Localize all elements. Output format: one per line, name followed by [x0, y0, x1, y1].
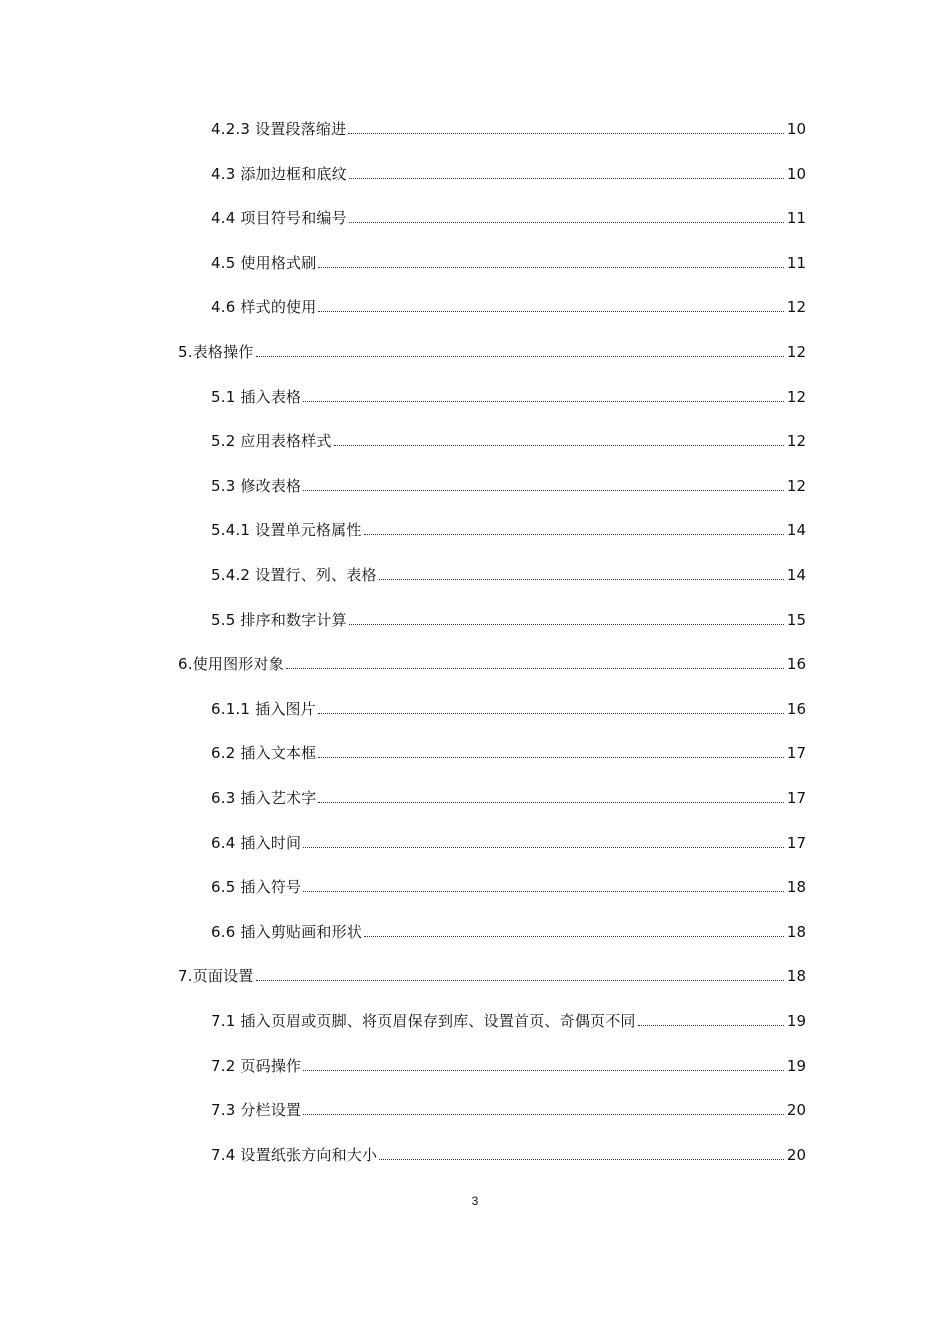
toc-entry[interactable] [211, 1055, 806, 1077]
dot-leader [349, 178, 784, 179]
toc-entry-title: 7.4 设置纸张方向和大小 [211, 1145, 378, 1164]
dot-leader [303, 847, 784, 848]
dot-leader [318, 757, 783, 758]
toc-entry[interactable] [211, 787, 806, 809]
toc-entry[interactable] [211, 252, 806, 274]
toc-entry-page: 17 [786, 833, 806, 852]
toc-entry-title: 5.5 排序和数字计算 [211, 610, 347, 629]
toc-entry-title: 5.表格操作 [178, 343, 254, 361]
dot-leader [303, 490, 784, 491]
toc-entry-title: 4.6 样式的使用 [211, 298, 317, 317]
dot-leader [379, 1159, 784, 1160]
toc-entry-page: 18 [786, 967, 806, 986]
toc-entry[interactable] [211, 564, 806, 586]
toc-entry-title: 6.2 插入文本框 [211, 744, 317, 763]
toc-entry[interactable] [211, 1144, 806, 1166]
toc-entry[interactable] [211, 832, 806, 854]
toc-entry[interactable] [178, 653, 806, 675]
toc-entry-page: 20 [786, 1145, 806, 1164]
page-number: 3 [471, 1194, 479, 1208]
toc-entry-title: 5.2 应用表格样式 [211, 432, 332, 451]
toc-entry-title: 7.1 插入页眉或页脚、将页眉保存到库、设置首页、奇偶页不同 [211, 1012, 636, 1030]
toc-entry-page: 12 [786, 298, 806, 317]
toc-entry[interactable] [211, 163, 806, 185]
toc-entry-title: 4.3 添加边框和底纹 [211, 164, 347, 183]
toc-entry[interactable] [178, 341, 806, 363]
toc-entry-title: 6.6 插入剪贴画和形状 [211, 922, 363, 941]
toc-entry[interactable] [211, 519, 806, 541]
toc-entry-title: 7.页面设置 [178, 967, 254, 986]
toc-entry[interactable] [211, 742, 806, 764]
toc-entry[interactable] [211, 1099, 806, 1121]
toc-entry-page: 11 [786, 253, 806, 272]
dot-leader [256, 980, 784, 981]
dot-leader [303, 401, 784, 402]
toc-entry[interactable] [178, 965, 806, 987]
toc-entry-title: 5.1 插入表格 [211, 387, 302, 406]
toc-entry-page: 12 [786, 476, 806, 495]
dot-leader [348, 133, 784, 134]
toc-entry-page: 12 [786, 387, 806, 406]
dot-leader [318, 311, 783, 312]
dot-leader [303, 1114, 784, 1115]
dot-leader [286, 668, 784, 669]
dot-leader [364, 534, 784, 535]
toc-entry-title: 7.3 分栏设置 [211, 1101, 302, 1120]
toc-entry-page: 15 [786, 610, 806, 629]
toc-entry-page: 10 [786, 120, 806, 138]
toc-entry[interactable] [211, 475, 806, 497]
toc-entry-title: 6.3 插入艺术字 [211, 789, 317, 807]
toc-entry[interactable] [211, 207, 806, 229]
toc-entry[interactable] [211, 609, 806, 631]
dot-leader [349, 624, 784, 625]
toc-entry[interactable] [211, 876, 806, 898]
toc-entry-page: 17 [786, 744, 806, 763]
toc-entry-page: 17 [786, 789, 806, 807]
toc-entry[interactable] [211, 118, 806, 140]
toc-entry[interactable] [211, 921, 806, 943]
toc-entry-title: 5.3 修改表格 [211, 476, 302, 495]
toc-entry-page: 16 [786, 655, 806, 674]
toc-entry-page: 14 [786, 521, 806, 540]
dot-leader [638, 1025, 784, 1026]
toc-entry-page: 11 [786, 209, 806, 228]
toc-entry-title: 6.使用图形对象 [178, 655, 284, 674]
dot-leader [364, 936, 784, 937]
toc-entry-title: 4.5 使用格式刷 [211, 253, 317, 272]
toc-entry-title: 6.5 插入符号 [211, 878, 302, 897]
toc-entry[interactable] [211, 430, 806, 452]
toc-entry[interactable] [211, 1010, 806, 1032]
dot-leader [334, 445, 784, 446]
toc-entry-page: 12 [786, 343, 806, 361]
toc-entry[interactable] [211, 386, 806, 408]
dot-leader [303, 1070, 784, 1071]
dot-leader [349, 222, 784, 223]
toc-entry-title: 6.1.1 插入图片 [211, 699, 316, 718]
toc-entry-page: 20 [786, 1101, 806, 1120]
dot-leader [318, 802, 783, 803]
toc-entry-title: 6.4 插入时间 [211, 833, 302, 852]
toc-entry-title: 7.2 页码操作 [211, 1056, 302, 1075]
toc-entry-page: 18 [786, 878, 806, 897]
toc-entry-page: 18 [786, 922, 806, 941]
toc-entry[interactable] [211, 296, 806, 318]
toc-entry-title: 5.4.2 设置行、列、表格 [211, 566, 377, 584]
dot-leader [379, 579, 784, 580]
toc-entry[interactable] [211, 698, 806, 720]
toc-entry-page: 10 [786, 164, 806, 183]
dot-leader [318, 267, 783, 268]
toc-entry-page: 14 [786, 566, 806, 584]
dot-leader [256, 356, 784, 357]
toc-entry-page: 16 [786, 699, 806, 718]
toc-entry-title: 4.4 项目符号和编号 [211, 209, 347, 228]
dot-leader [318, 713, 784, 714]
toc-entry-page: 19 [786, 1056, 806, 1075]
toc-entry-page: 12 [786, 432, 806, 451]
toc-entry-title: 5.4.1 设置单元格属性 [211, 521, 362, 540]
toc-entry-title: 4.2.3 设置段落缩进 [211, 120, 347, 138]
toc-entry-page: 19 [786, 1012, 806, 1030]
dot-leader [303, 891, 784, 892]
